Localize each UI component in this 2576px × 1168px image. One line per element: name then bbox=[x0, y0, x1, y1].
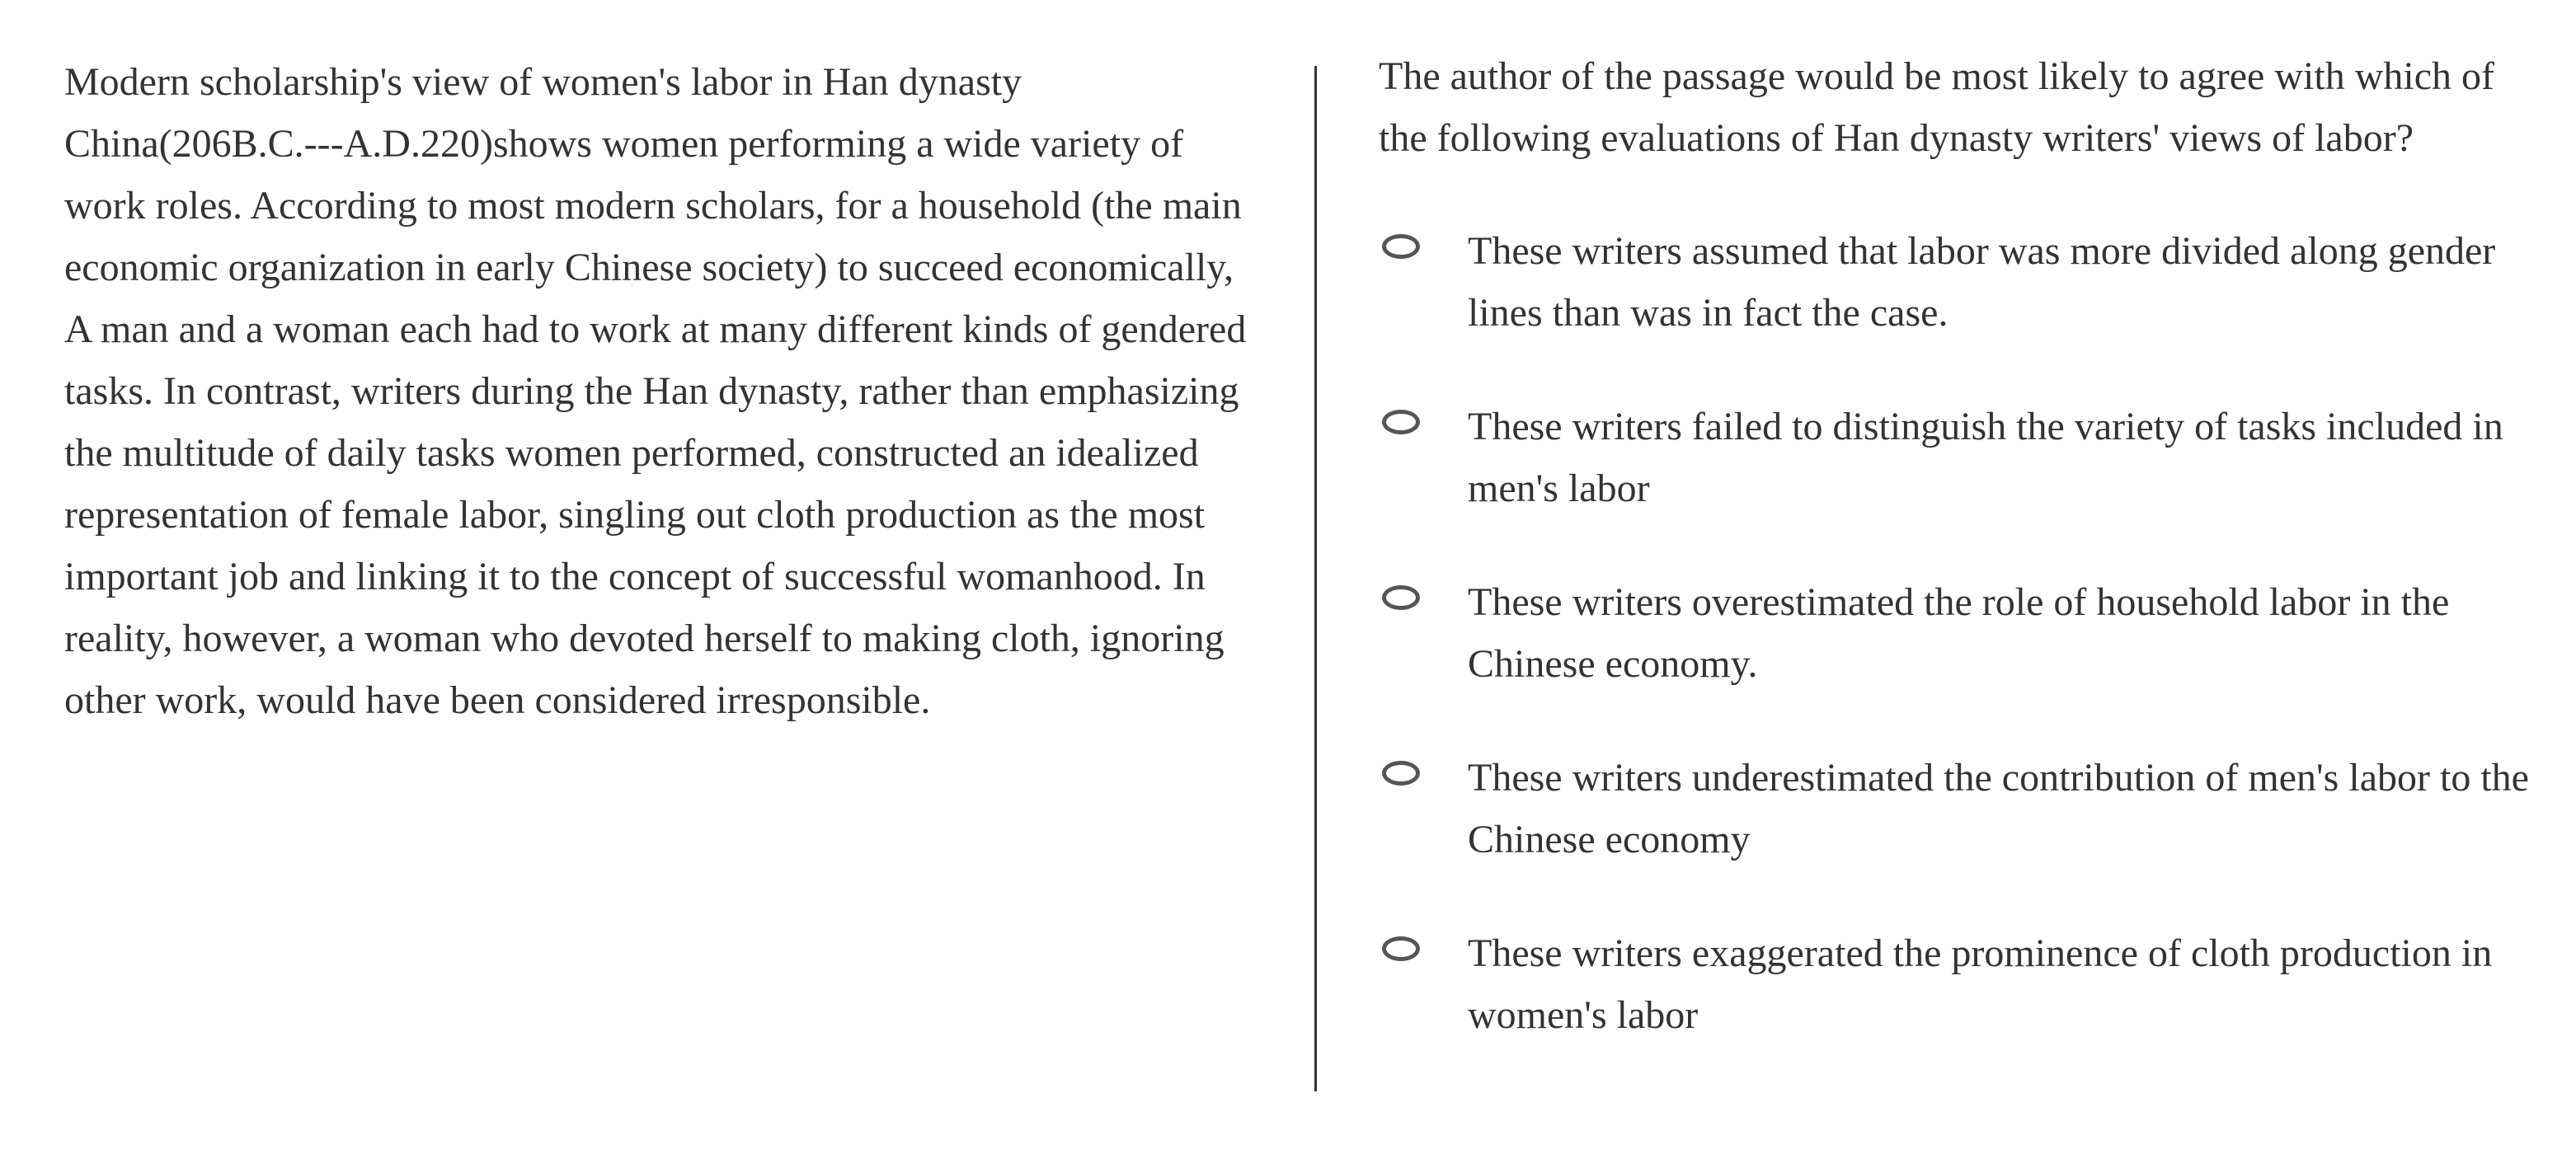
pane-divider bbox=[1314, 66, 1317, 1091]
passage-text: Modern scholarship's view of women's labor in Han dynasty China(206B.C.---A.D.220)shows women performing a wide variety of work roles. According to most modern scholars, for a household (the main economic organization in early Chinese society) to succeed economically, A man and a woman each had to work at many different kinds of gendered tasks. In contrast, writers during the Han dynasty, rather than emphasizing the multitude of daily tasks women performed, constructed an idealized representation of female labor, singling out cloth production as the most important job and linking it to the concept of successful womanhood. In reality, however, a woman who devoted herself to making cloth, ignoring other work, would have been considered irresponsible. bbox=[64, 60, 1247, 722]
radio-unselected-icon[interactable] bbox=[1382, 936, 1420, 961]
radio-unselected-icon[interactable] bbox=[1382, 234, 1420, 259]
answer-choice-label: These writers failed to distinguish the variety of tasks included in men's labor bbox=[1468, 405, 2503, 510]
answer-choice-a[interactable] bbox=[1379, 220, 2550, 396]
answer-choice-label: These writers assumed that labor was more divided along gender lines than was in fact the case. bbox=[1468, 229, 2496, 335]
radio-unselected-icon[interactable] bbox=[1382, 761, 1420, 786]
radio-unselected-icon[interactable] bbox=[1382, 585, 1420, 610]
answer-choice-c[interactable] bbox=[1379, 571, 2550, 747]
answer-choice-label: These writers exaggerated the prominence of cloth production in women's labor bbox=[1468, 931, 2493, 1037]
answer-choices bbox=[1379, 220, 2550, 1098]
answer-choice-label: These writers overestimated the role of household labor in the Chinese economy. bbox=[1468, 580, 2450, 686]
answer-choice-b[interactable] bbox=[1379, 396, 2550, 571]
answer-choice-e[interactable] bbox=[1379, 922, 2550, 1098]
question-pane bbox=[1379, 45, 2550, 1098]
question-stem: The author of the passage would be most likely to agree with which of the following evaluations of Han dynasty writers' views of labor? bbox=[1379, 54, 2494, 160]
answer-choice-d[interactable] bbox=[1379, 747, 2550, 922]
answer-choice-label: These writers underestimated the contribution of men's labor to the Chinese economy bbox=[1468, 756, 2529, 861]
passage-pane bbox=[64, 51, 1252, 731]
radio-unselected-icon[interactable] bbox=[1382, 410, 1420, 434]
